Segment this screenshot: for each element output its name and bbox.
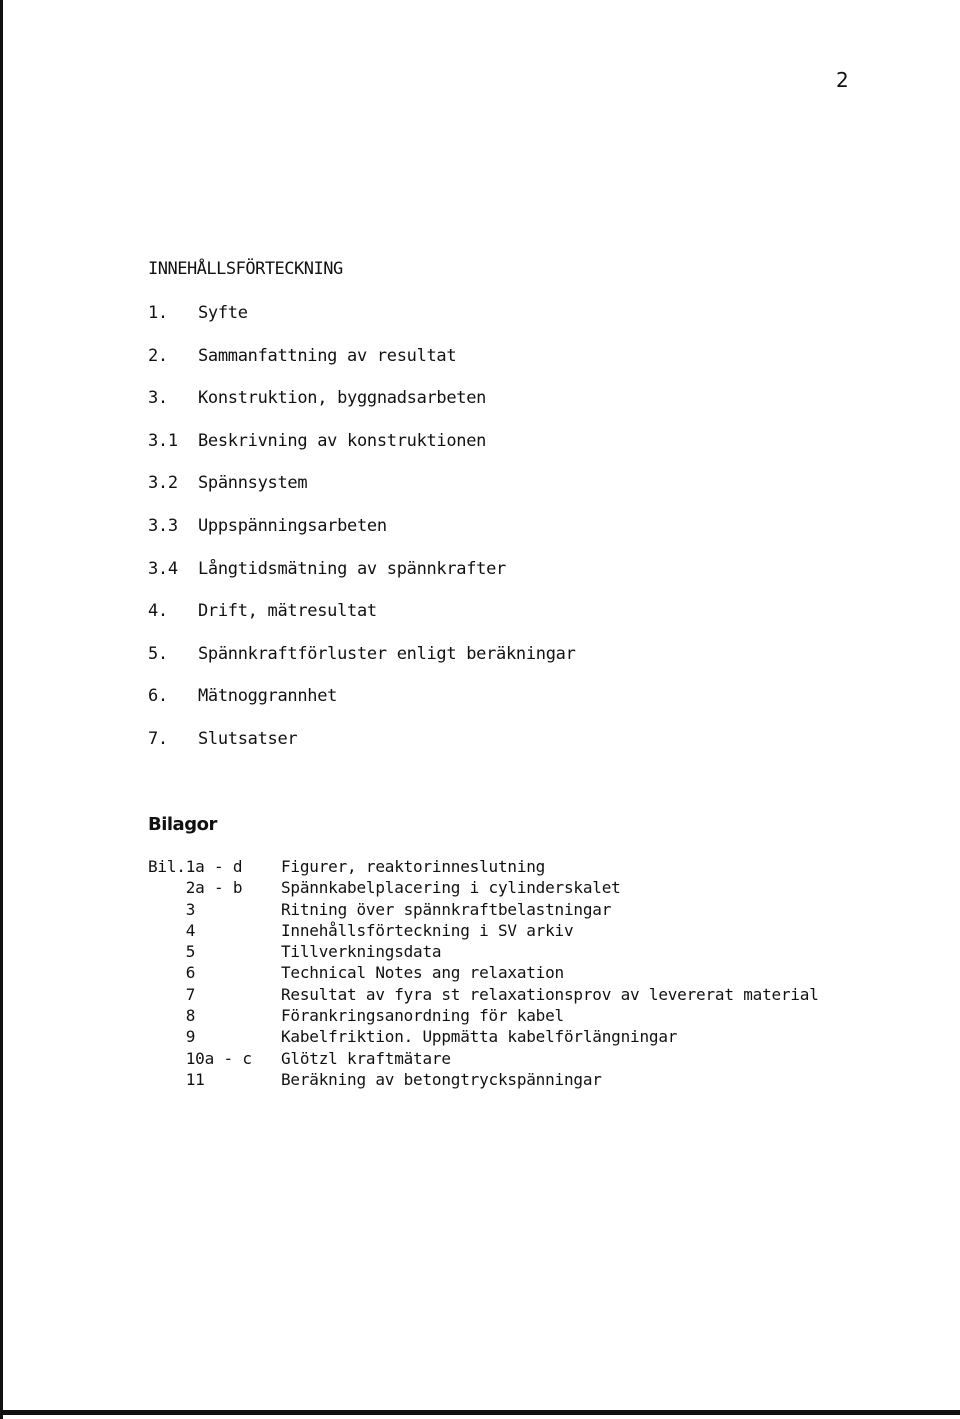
appendix-number: 4 xyxy=(148,920,196,940)
toc-item-number: 2. xyxy=(148,345,168,366)
toc-item-title: Konstruktion, byggnadsarbeten xyxy=(198,388,487,409)
appendix-item xyxy=(148,1048,888,1069)
toc-item-number: 6. xyxy=(148,686,168,707)
appendix-number: 8 xyxy=(148,1006,196,1026)
bottom-edge-rule xyxy=(0,1410,960,1415)
toc-item-number: 3.3 xyxy=(148,515,178,536)
toc-item xyxy=(148,431,708,474)
appendix-list xyxy=(148,856,888,1090)
toc-item xyxy=(148,686,708,729)
toc-item xyxy=(148,516,708,559)
toc-item-number: 7. xyxy=(148,728,168,749)
appendix-title: Spännkabelplacering i cylinderskalet xyxy=(281,878,621,898)
appendix-title: Tillverkningsdata xyxy=(281,942,442,962)
appendix-title: Figurer, reaktorinneslutning xyxy=(281,857,546,876)
appendix-item xyxy=(148,962,888,983)
appendix-number: 2a - b xyxy=(148,878,243,898)
toc-item-title: Uppspänningsarbeten xyxy=(198,515,387,536)
toc-item-number: 3.2 xyxy=(148,473,178,494)
toc-heading: INNEHÅLLSFÖRTECKNING xyxy=(148,259,343,279)
toc-item-title: Mätnoggrannhet xyxy=(198,686,338,707)
appendix-number: 5 xyxy=(148,942,196,962)
toc-item-number: 3. xyxy=(148,388,168,409)
toc-item-title: Syfte xyxy=(198,303,248,323)
appendix-item xyxy=(148,877,888,898)
appendix-item xyxy=(148,1026,888,1047)
appendix-title: Technical Notes ang relaxation xyxy=(281,963,564,983)
appendix-item xyxy=(148,899,888,920)
appendix-item xyxy=(148,1069,888,1090)
left-edge-rule xyxy=(0,0,3,1419)
appendix-number: 3 xyxy=(148,899,196,919)
toc-item-number: 5. xyxy=(148,643,168,664)
appendix-item xyxy=(148,941,888,962)
toc-item-title: Slutsatser xyxy=(198,728,298,749)
appendix-number: 6 xyxy=(148,963,196,983)
toc-item-title: Spännkraftförluster enligt beräkningar xyxy=(198,643,576,664)
toc-item-title: Långtidsmätning av spännkrafter xyxy=(198,558,506,579)
toc-item xyxy=(148,303,708,346)
appendix-item xyxy=(148,1005,888,1026)
appendix-item xyxy=(148,856,888,877)
appendix-item xyxy=(148,984,888,1005)
appendix-number: Bil.1a - d xyxy=(148,857,243,876)
toc-item-title: Beskrivning av konstruktionen xyxy=(198,430,487,451)
toc-item xyxy=(148,388,708,431)
appendix-title: Förankringsanordning för kabel xyxy=(281,1006,564,1026)
toc-item xyxy=(148,729,708,772)
appendix-title: Beräkning av betongtryckspänningar xyxy=(281,1069,602,1089)
toc-item-title: Sammanfattning av resultat xyxy=(198,345,457,366)
toc-item xyxy=(148,473,708,516)
appendix-number: 7 xyxy=(148,984,196,1004)
appendix-title: Glötzl kraftmätare xyxy=(281,1048,451,1068)
toc-item xyxy=(148,559,708,602)
appendix-item xyxy=(148,920,888,941)
appendix-number: 9 xyxy=(148,1027,196,1047)
page-number: 2 xyxy=(836,68,849,92)
appendix-title: Resultat av fyra st relaxationsprov av levererat material xyxy=(281,984,819,1004)
appendix-number: 10a - c xyxy=(148,1048,252,1068)
appendix-number: 11 xyxy=(148,1069,205,1089)
appendix-title: Kabelfriktion. Uppmätta kabelförlängningar xyxy=(281,1027,678,1047)
toc-item-number: 3.1 xyxy=(148,430,178,451)
toc-item-number: 1. xyxy=(148,303,168,323)
appendix-title: Ritning över spännkraftbelastningar xyxy=(281,899,612,919)
toc-item xyxy=(148,601,708,644)
toc-item xyxy=(148,346,708,389)
appendix-title: Innehållsförteckning i SV arkiv xyxy=(281,920,574,940)
toc-item-number: 4. xyxy=(148,601,168,622)
toc-item xyxy=(148,644,708,687)
toc-item-number: 3.4 xyxy=(148,558,178,579)
toc-item-title: Spännsystem xyxy=(198,473,308,494)
appendices-heading: Bilagor xyxy=(148,814,217,835)
toc-list xyxy=(148,303,708,772)
toc-item-title: Drift, mätresultat xyxy=(198,601,377,622)
